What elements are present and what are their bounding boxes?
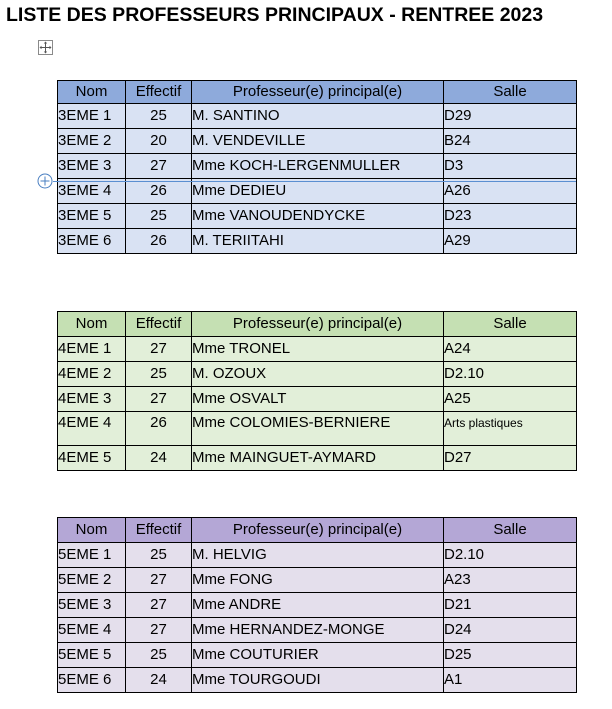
table-row [58,593,577,618]
table-row [58,446,577,471]
cell-professeur[interactable]: Mme COLOMIES-BERNIERE [192,412,444,446]
cell-salle[interactable]: D2.10 [444,362,577,387]
cell-salle[interactable]: D2.10 [444,543,577,568]
cell-effectif[interactable]: 27 [126,337,192,362]
cell-salle[interactable]: A25 [444,387,577,412]
cell-nom[interactable]: 5EME 1 [58,543,126,568]
cell-professeur[interactable]: M. HELVIG [192,543,444,568]
header-professeur[interactable]: Professeur(e) principal(e) [192,518,444,543]
cell-salle[interactable]: A29 [444,229,577,254]
cell-professeur[interactable]: M. TERIITAHI [192,229,444,254]
table-row [58,229,577,254]
cell-salle[interactable]: Arts plastiques [444,412,577,446]
cell-professeur[interactable]: Mme MAINGUET-AYMARD [192,446,444,471]
header-effectif[interactable]: Effectif [126,81,192,104]
cell-professeur[interactable]: Mme FONG [192,568,444,593]
table-4eme [57,311,577,471]
cell-salle[interactable]: D3 [444,154,577,179]
cell-effectif[interactable]: 25 [126,104,192,129]
table-header-row [58,518,577,543]
table-header-row [58,312,577,337]
header-nom[interactable]: Nom [58,81,126,104]
cell-salle[interactable]: D29 [444,104,577,129]
cell-salle[interactable]: A23 [444,568,577,593]
cell-professeur[interactable]: Mme KOCH-LERGENMULLER [192,154,444,179]
cell-professeur[interactable]: Mme HERNANDEZ-MONGE [192,618,444,643]
table-move-handle-icon[interactable] [38,40,53,55]
header-professeur[interactable]: Professeur(e) principal(e) [192,312,444,337]
cell-effectif[interactable]: 24 [126,446,192,471]
cell-nom[interactable]: 3EME 1 [58,104,126,129]
cell-salle[interactable]: D27 [444,446,577,471]
table-row [58,129,577,154]
cell-professeur[interactable]: M. VENDEVILLE [192,129,444,154]
cell-nom[interactable]: 3EME 2 [58,129,126,154]
header-nom[interactable]: Nom [58,518,126,543]
cell-professeur[interactable]: M. SANTINO [192,104,444,129]
header-effectif[interactable]: Effectif [126,312,192,337]
cell-nom[interactable]: 5EME 5 [58,643,126,668]
cell-effectif[interactable]: 27 [126,568,192,593]
cell-nom[interactable]: 4EME 2 [58,362,126,387]
cell-nom[interactable]: 4EME 1 [58,337,126,362]
table-row [58,412,577,446]
header-salle[interactable]: Salle [444,81,577,104]
cell-professeur[interactable]: Mme ANDRE [192,593,444,618]
header-nom[interactable]: Nom [58,312,126,337]
cell-nom[interactable]: 5EME 6 [58,668,126,693]
header-salle[interactable]: Salle [444,518,577,543]
table-5eme [57,517,577,693]
cell-nom[interactable]: 5EME 4 [58,618,126,643]
cell-nom[interactable]: 5EME 2 [58,568,126,593]
cell-salle[interactable]: D21 [444,593,577,618]
header-effectif[interactable]: Effectif [126,518,192,543]
cell-salle[interactable]: A26 [444,179,577,204]
table-row [58,618,577,643]
cell-salle[interactable]: A24 [444,337,577,362]
table-row [58,387,577,412]
cell-effectif[interactable]: 27 [126,593,192,618]
cell-effectif[interactable]: 25 [126,204,192,229]
table-row [58,104,577,129]
table-row [58,204,577,229]
cell-effectif[interactable]: 20 [126,129,192,154]
table-row [58,337,577,362]
cell-salle[interactable]: D24 [444,618,577,643]
table-row [58,568,577,593]
cell-salle[interactable]: D23 [444,204,577,229]
table-row [58,154,577,179]
cell-nom[interactable]: 3EME 5 [58,204,126,229]
cell-effectif[interactable]: 27 [126,154,192,179]
cell-effectif[interactable]: 26 [126,179,192,204]
table-row [58,362,577,387]
table-3eme [57,80,577,254]
cell-nom[interactable]: 4EME 4 [58,412,126,446]
cell-effectif[interactable]: 26 [126,412,192,446]
insert-row-guide [53,181,576,182]
cell-effectif[interactable]: 25 [126,543,192,568]
table-row [58,179,577,204]
insert-row-plus-icon[interactable] [37,173,53,189]
page-title: LISTE DES PROFESSEURS PRINCIPAUX - RENTREE 2023 [6,4,544,26]
cell-professeur[interactable]: Mme DEDIEU [192,179,444,204]
header-professeur[interactable]: Professeur(e) principal(e) [192,81,444,104]
cell-professeur[interactable]: Mme COUTURIER [192,643,444,668]
table-header-row [58,81,577,104]
cell-effectif[interactable]: 26 [126,229,192,254]
table-row [58,668,577,693]
cell-nom[interactable]: 5EME 3 [58,593,126,618]
cell-professeur[interactable]: M. OZOUX [192,362,444,387]
cell-effectif[interactable]: 27 [126,618,192,643]
cell-nom[interactable]: 3EME 4 [58,179,126,204]
cell-salle[interactable]: B24 [444,129,577,154]
cell-professeur[interactable]: Mme TRONEL [192,337,444,362]
cell-nom[interactable]: 4EME 3 [58,387,126,412]
cell-salle[interactable]: D25 [444,643,577,668]
cell-effectif[interactable]: 24 [126,668,192,693]
cell-professeur[interactable]: Mme TOURGOUDI [192,668,444,693]
cell-effectif[interactable]: 25 [126,643,192,668]
cell-effectif[interactable]: 27 [126,387,192,412]
cell-professeur[interactable]: Mme VANOUDENDYCKE [192,204,444,229]
cell-effectif[interactable]: 25 [126,362,192,387]
cell-nom[interactable]: 3EME 3 [58,154,126,179]
header-salle[interactable]: Salle [444,312,577,337]
cell-nom[interactable]: 3EME 6 [58,229,126,254]
cell-salle[interactable]: A1 [444,668,577,693]
table-row [58,543,577,568]
cell-nom[interactable]: 4EME 5 [58,446,126,471]
table-row [58,643,577,668]
cell-professeur[interactable]: Mme OSVALT [192,387,444,412]
